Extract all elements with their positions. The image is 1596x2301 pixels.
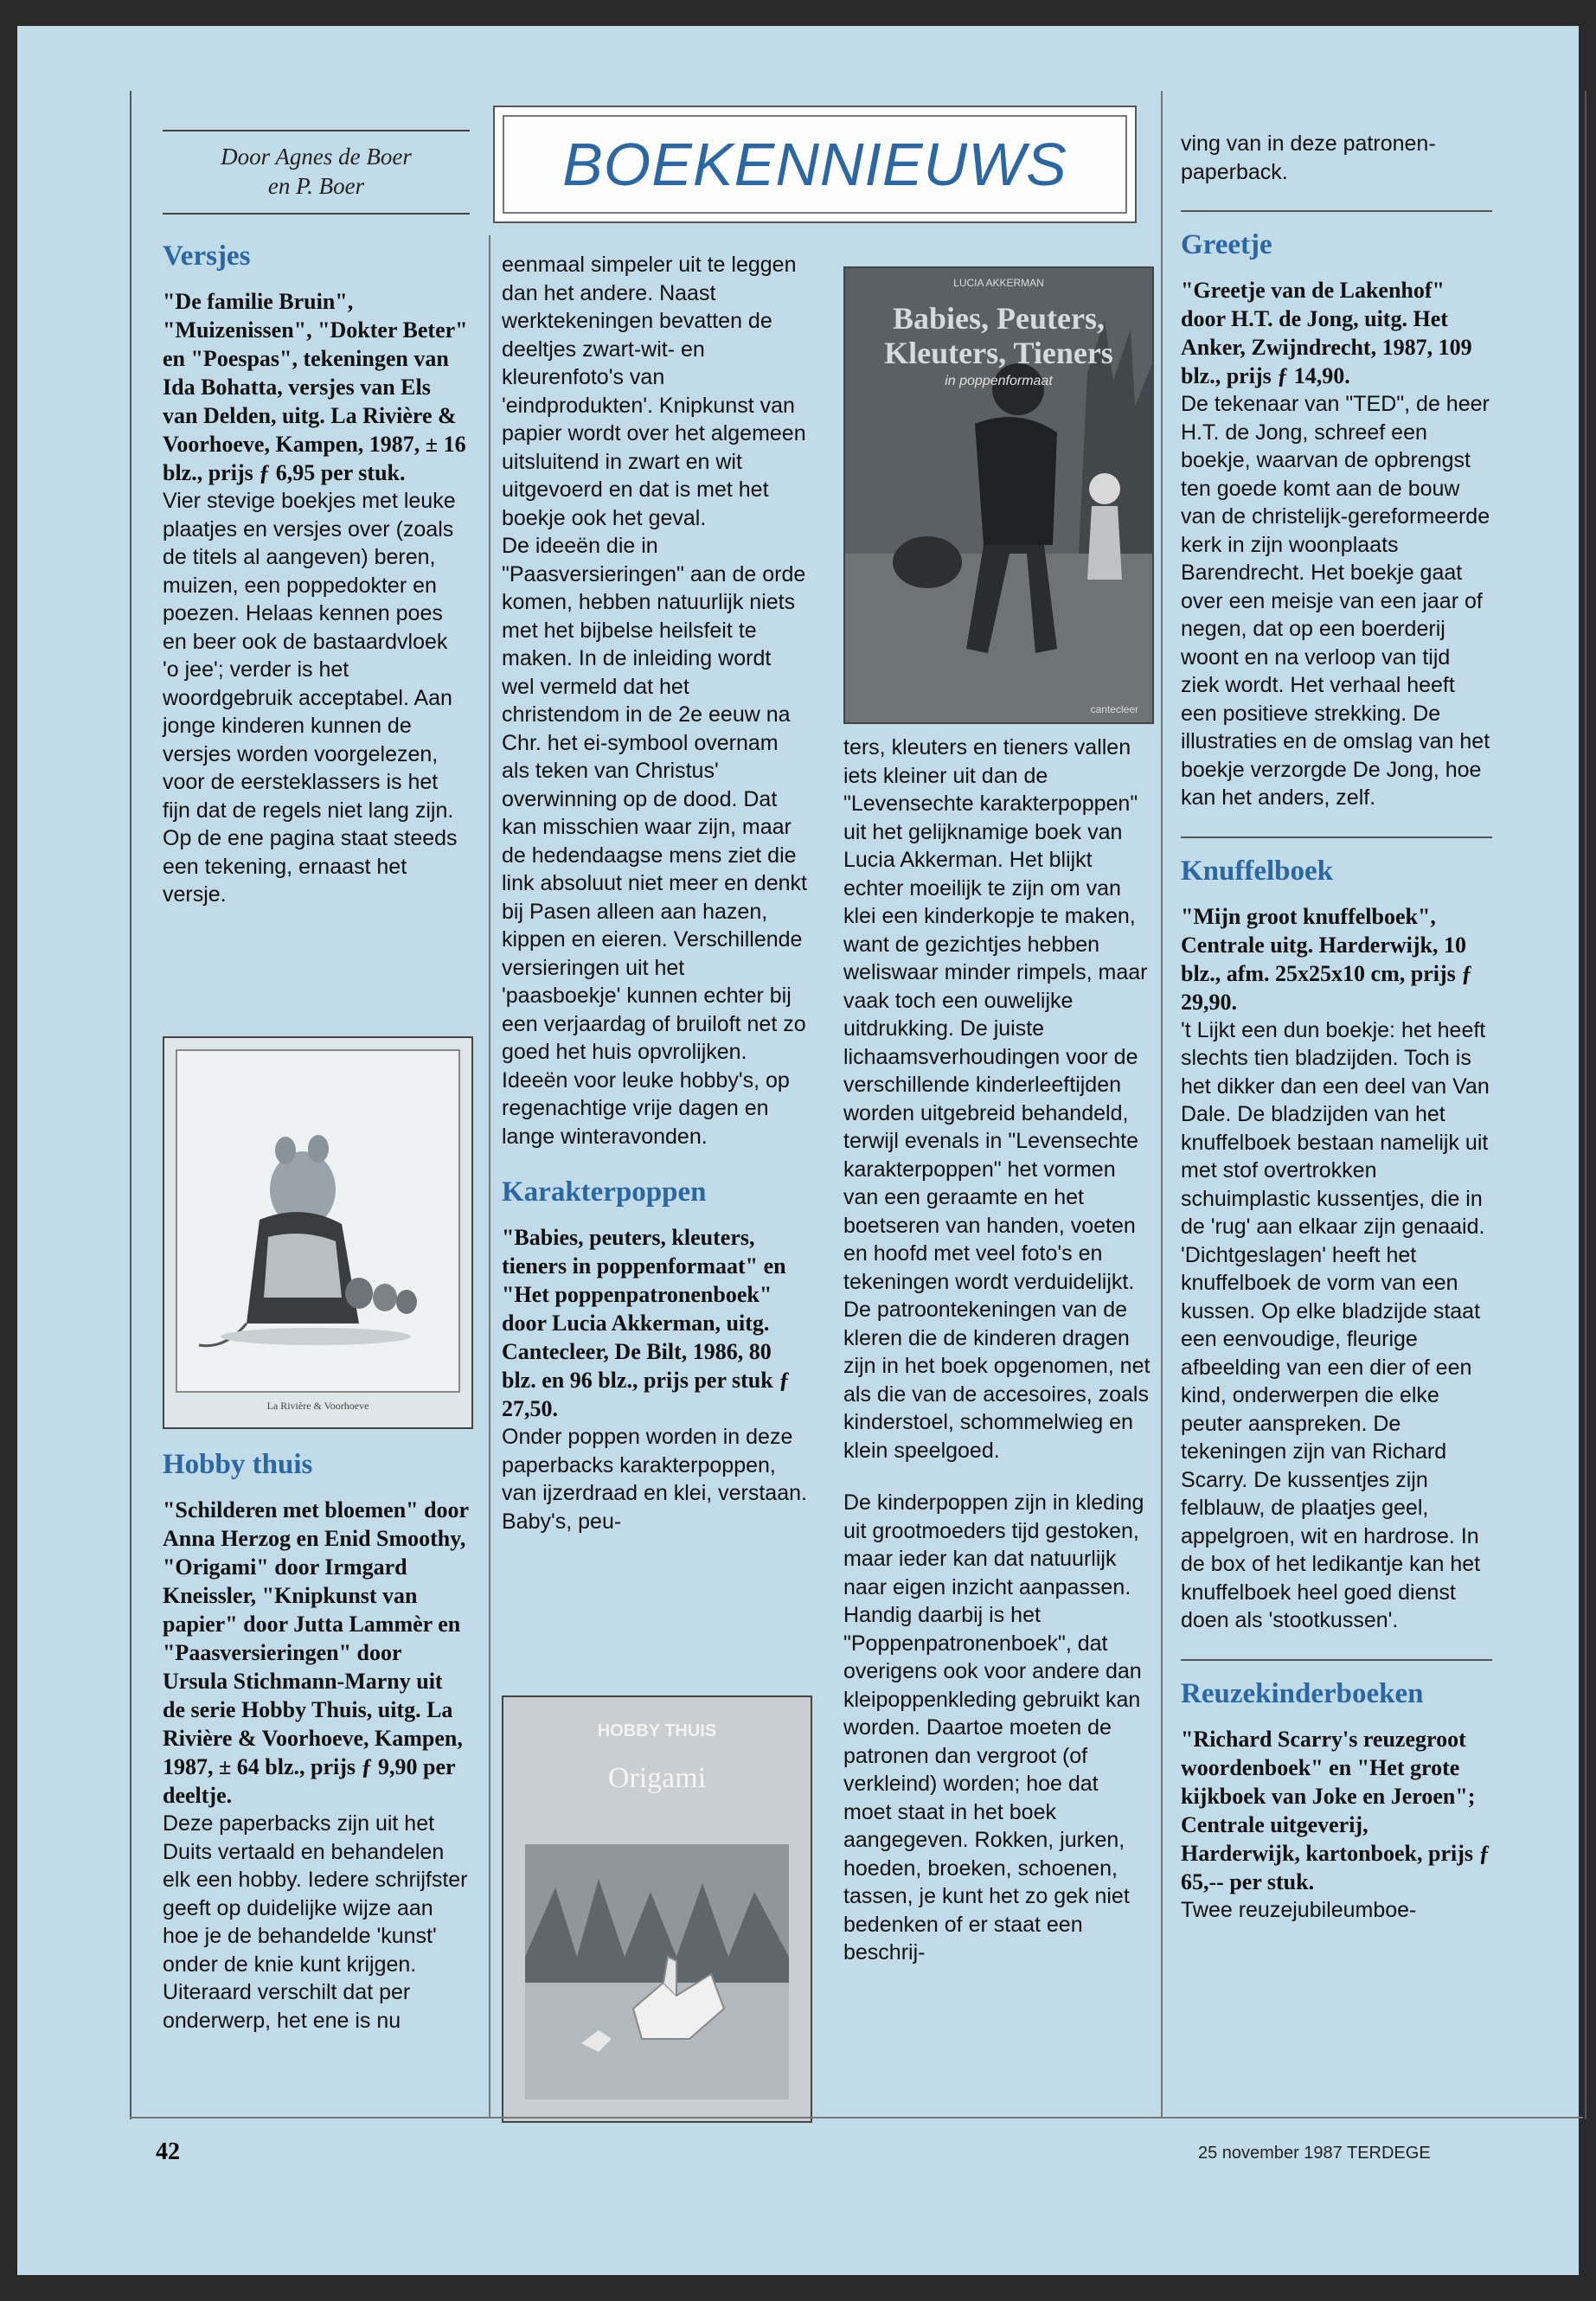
masthead (493, 106, 1137, 223)
byline-authors: Door Agnes de Boer (221, 144, 412, 170)
column-divider (489, 235, 490, 2117)
article-paragraph: Vier stevige boekjes met leuke plaatjes en versjes over (zoals de titels al aangeven) beren, muizen, een poppedokter en poezen. Helaas kennen poes en beer ook de bastaardvloek 'o jee'; verder is het woordgebruik acceptabel. Aan jonge kinderen kunnen de versjes worden voorgelezen, voor de eersteklassers is het fijn dat de regels niet lang zijn. Op de ene pagina staat steeds een tekening, ernaast het versje. (163, 489, 458, 907)
column-3 (843, 734, 1151, 1967)
illustration-mice (163, 1036, 473, 1429)
cover-author: LUCIA AKKERMAN (953, 277, 1044, 289)
article-paragraph: ters, kleuters en tieners vallen iets kleiner uit dan de "Levensechte karakterpoppen" uit het gelijknamige boek van Lucia Akkerman. Het blijkt echter moeilijk te zijn om van klei een kinderkopje te maken, want de gezichtjes hebben weliswaar minder rimpels, maar vaak toch een ouwelijke uitdrukking. De juiste lichaamsverhoudingen voor de verschillende kinderleeftijden worden uitgebreid behandeld, terwijl evenals in "Levensechte karakterpoppen" het vormen van een geraamte en het boetseren van handen, voeten en hoofd met veel foto's en tekeningen wordt verduidelijkt. De patroontekeningen van de kleren die de kinderen dragen zijn in het boek opgenomen, net als die van de accesoires, zoals kinderstoel, schommelwieg en klein speelgoed. (843, 735, 1151, 1463)
section-heading-greetje: Greetje (1181, 229, 1272, 260)
article-paragraph: De tekenaar van "TED", de heer H.T. de Jong, schreef een boekje, waarvan de opbrengst ten goede komt aan de bouw van de christelijk-gereformeerde kerk in zijn woonplaats Barendrecht. Het boekje gaat over een meisje van een jaar of negen, dat op een boerderij woont en na verloop van tijd ziek wordt. Het verhaal heeft een positieve strekking. De illustraties en de omslag van het boekje verzorgde De Jong, hoe kan het anders, zelf. (1181, 392, 1490, 810)
section-heading-reuzekinderboeken: Reuzekinderboeken (1181, 1677, 1424, 1709)
section-heading-karakterpoppen: Karakterpoppen (502, 1176, 707, 1208)
book-details: "Mijn groot knuffelboek", Centrale uitg. Harderwijk, 10 blz., afm. 25x25x10 cm, prijs ƒ 29,90. (1181, 903, 1473, 1015)
article-paragraph: De kinderpoppen zijn in kleding uit grootmoeders tijd gestoken, maar ieder kan dat natuurlijk naar eigen inzicht aanpassen. Handig daarbij is het "Poppenpatronenboek", dat overigens ook voor andere dan kleipoppenkleding gebruikt kan worden. Daartoe moeten de patronen dan vergroot (of verkleind) worden; hoe dat moet staat in het boek aangegeven. Rokken, jurken, hoeden, broeken, schoenen, tassen, je kunt het zo gek niet bedenken of er staat een beschrij- (843, 1490, 1144, 1965)
book-cover-babies-peuters (843, 266, 1154, 724)
article-paragraph: Deze paperbacks zijn uit het Duits vertaald en behandelen elk een hobby. Iedere schrijfster geeft op duidelijke wijze aan hoe je de behandelde 'kunst' onder de knie kunt krijgen. Uiteraard verschilt dat per onderwerp, het ene is nu (163, 1811, 468, 2033)
article-paragraph: Onder poppen worden in deze paperbacks karakterpoppen, van ijzerdraad en klei, verstaan. Baby's, peu- (502, 1425, 807, 1534)
origami-swan-photo (503, 1697, 811, 2121)
book-cover-origami (502, 1695, 812, 2123)
cover-publisher: cantecleer (1090, 703, 1138, 715)
page-number: 42 (156, 2138, 180, 2165)
column-2 (502, 251, 809, 1535)
section-heading-knuffelboek: Knuffelboek (1181, 855, 1334, 887)
cover-title: Babies, Peuters, Kleuters, Tieners (884, 301, 1113, 370)
column-4 (1181, 130, 1492, 1924)
section-heading-versjes: Versjes (163, 240, 251, 272)
article-paragraph: Twee reuzejubileumboe- (1181, 1897, 1417, 1922)
book-details: "Greetje van de Lakenhof" door H.T. de Jong, uitg. Het Anker, Zwijndrecht, 1987, 109 blz., prijs ƒ 14,90. (1181, 278, 1472, 388)
publication-date: 25 november 1987 TERDEGE (1198, 2144, 1431, 2163)
cover-title: Origami (607, 1762, 707, 1794)
figure-caption: La Rivière & Voorhoeve (266, 1400, 369, 1412)
mouse-illustration (164, 1038, 471, 1427)
cover-series: HOBBY THUIS (597, 1721, 717, 1740)
footer-rule (130, 2117, 1583, 2118)
article-paragraph: eenmaal simpeler uit te leggen dan het andere. Naast werktekeningen bevatten de deeltjes zwart-wit- en kleurenfoto's van 'eindprodukten'. Knipkunst van papier wordt over het algemeen uitsluitend in zwart en wit uitgevoerd en dat is met het boekje ook het geval. (502, 253, 806, 530)
section-heading-hobby: Hobby thuis (163, 1449, 313, 1480)
byline (163, 130, 470, 215)
book-details: "De familie Bruin", "Muizenissen", "Dokter Beter" en "Poespas", tekeningen van Ida Bohatta, versjes van Els van Delden, uitg. La Rivière & Voorhoeve, Kampen, 1987, ± 16 blz., prijs ƒ 6,95 per stuk. (163, 289, 468, 485)
column-1 (163, 130, 470, 909)
column-divider (1161, 91, 1163, 2117)
article-paragraph: De ideeën die in "Paasversieringen" aan de orde komen, hebben natuurlijk niets met het bijbelse heilsfeit te maken. In de inleiding wordt wel vermeld dat het christendom in de 2e eeuw na Chr. het ei-symbool overnam als teken van Christus' overwinning op de dood. Dat kan misschien waar zijn, maar de hedendaagse mens ziet die link absoluut niet meer en denkt bij Pasen alleen aan hazen, kippen en eieren. Verschillende versieringen uit het 'paasboekje' kunnen echter bij een verjaardag of bruiloft net zo goed het huis opvrolijken. Ideeën voor leuke hobby's, op regenachtige vrije dagen en lange winteravonden. (502, 534, 807, 1149)
article-paragraph: ving van in deze patronen-paperback. (1181, 131, 1436, 184)
book-details: "Richard Scarry's reuzegroot woordenboek" en "Het grote kijkboek van Joke en Jeroen"; Centrale uitgeverij, Harderwijk, kartonboek, prijs ƒ 65,-- per stuk. (1181, 1726, 1490, 1894)
page-title: BOEKENNIEUWS (562, 131, 1067, 198)
book-details: "Schilderen met bloemen" door Anna Herzog en Enid Smoothy, "Origami" door Irmgard Kneissler, "Knipkunst van papier" door Jutta Lammèr en "Paasversieringen" door Ursula Stichmann-Marny uit de serie Hobby Thuis, uitg. La Rivière & Voorhoeve, Kampen, 1987, ± 64 blz., prijs ƒ 9,90 per deeltje. (163, 1497, 469, 1808)
article-paragraph: 't Lijkt een dun boekje: het heeft slechts tien bladzijden. Toch is het dikker dan een deel van Van Dale. De bladzijden van het knuffelboek bestaan namelijk uit met stof overtrokken schuimplastic kussentjes, die in de 'rug' aan elkaar zijn genaaid. 'Dichtgeslagen' heeft het knuffelboek de vorm van een kussen. Op elke bladzijde staat een eenvoudige, fleurige afbeelding van een dier of een kind, onderwerpen die elke peuter aanspreken. De tekeningen zijn van Richard Scarry. De kussentjes zijn felblauw, de plaatjes geel, appelgroen, wit en hardrose. In de box of het ledikantje kan het knuffelboek heel goed dienst doen als 'stootkussen'. (1181, 1017, 1490, 1632)
byline-authors-2: en P. Boer (267, 173, 365, 199)
book-details: "Babies, peuters, kleuters, tieners in poppenformaat" en "Het poppenpatronenboek" door Lucia Akkerman, uitg. Cantecleer, De Bilt, 1986, 80 blz. en 96 blz., prijs per stuk ƒ 27,50. (502, 1225, 791, 1421)
cover-subtitle: in poppenformaat (945, 374, 1053, 388)
column-1-lower (163, 1447, 470, 2035)
